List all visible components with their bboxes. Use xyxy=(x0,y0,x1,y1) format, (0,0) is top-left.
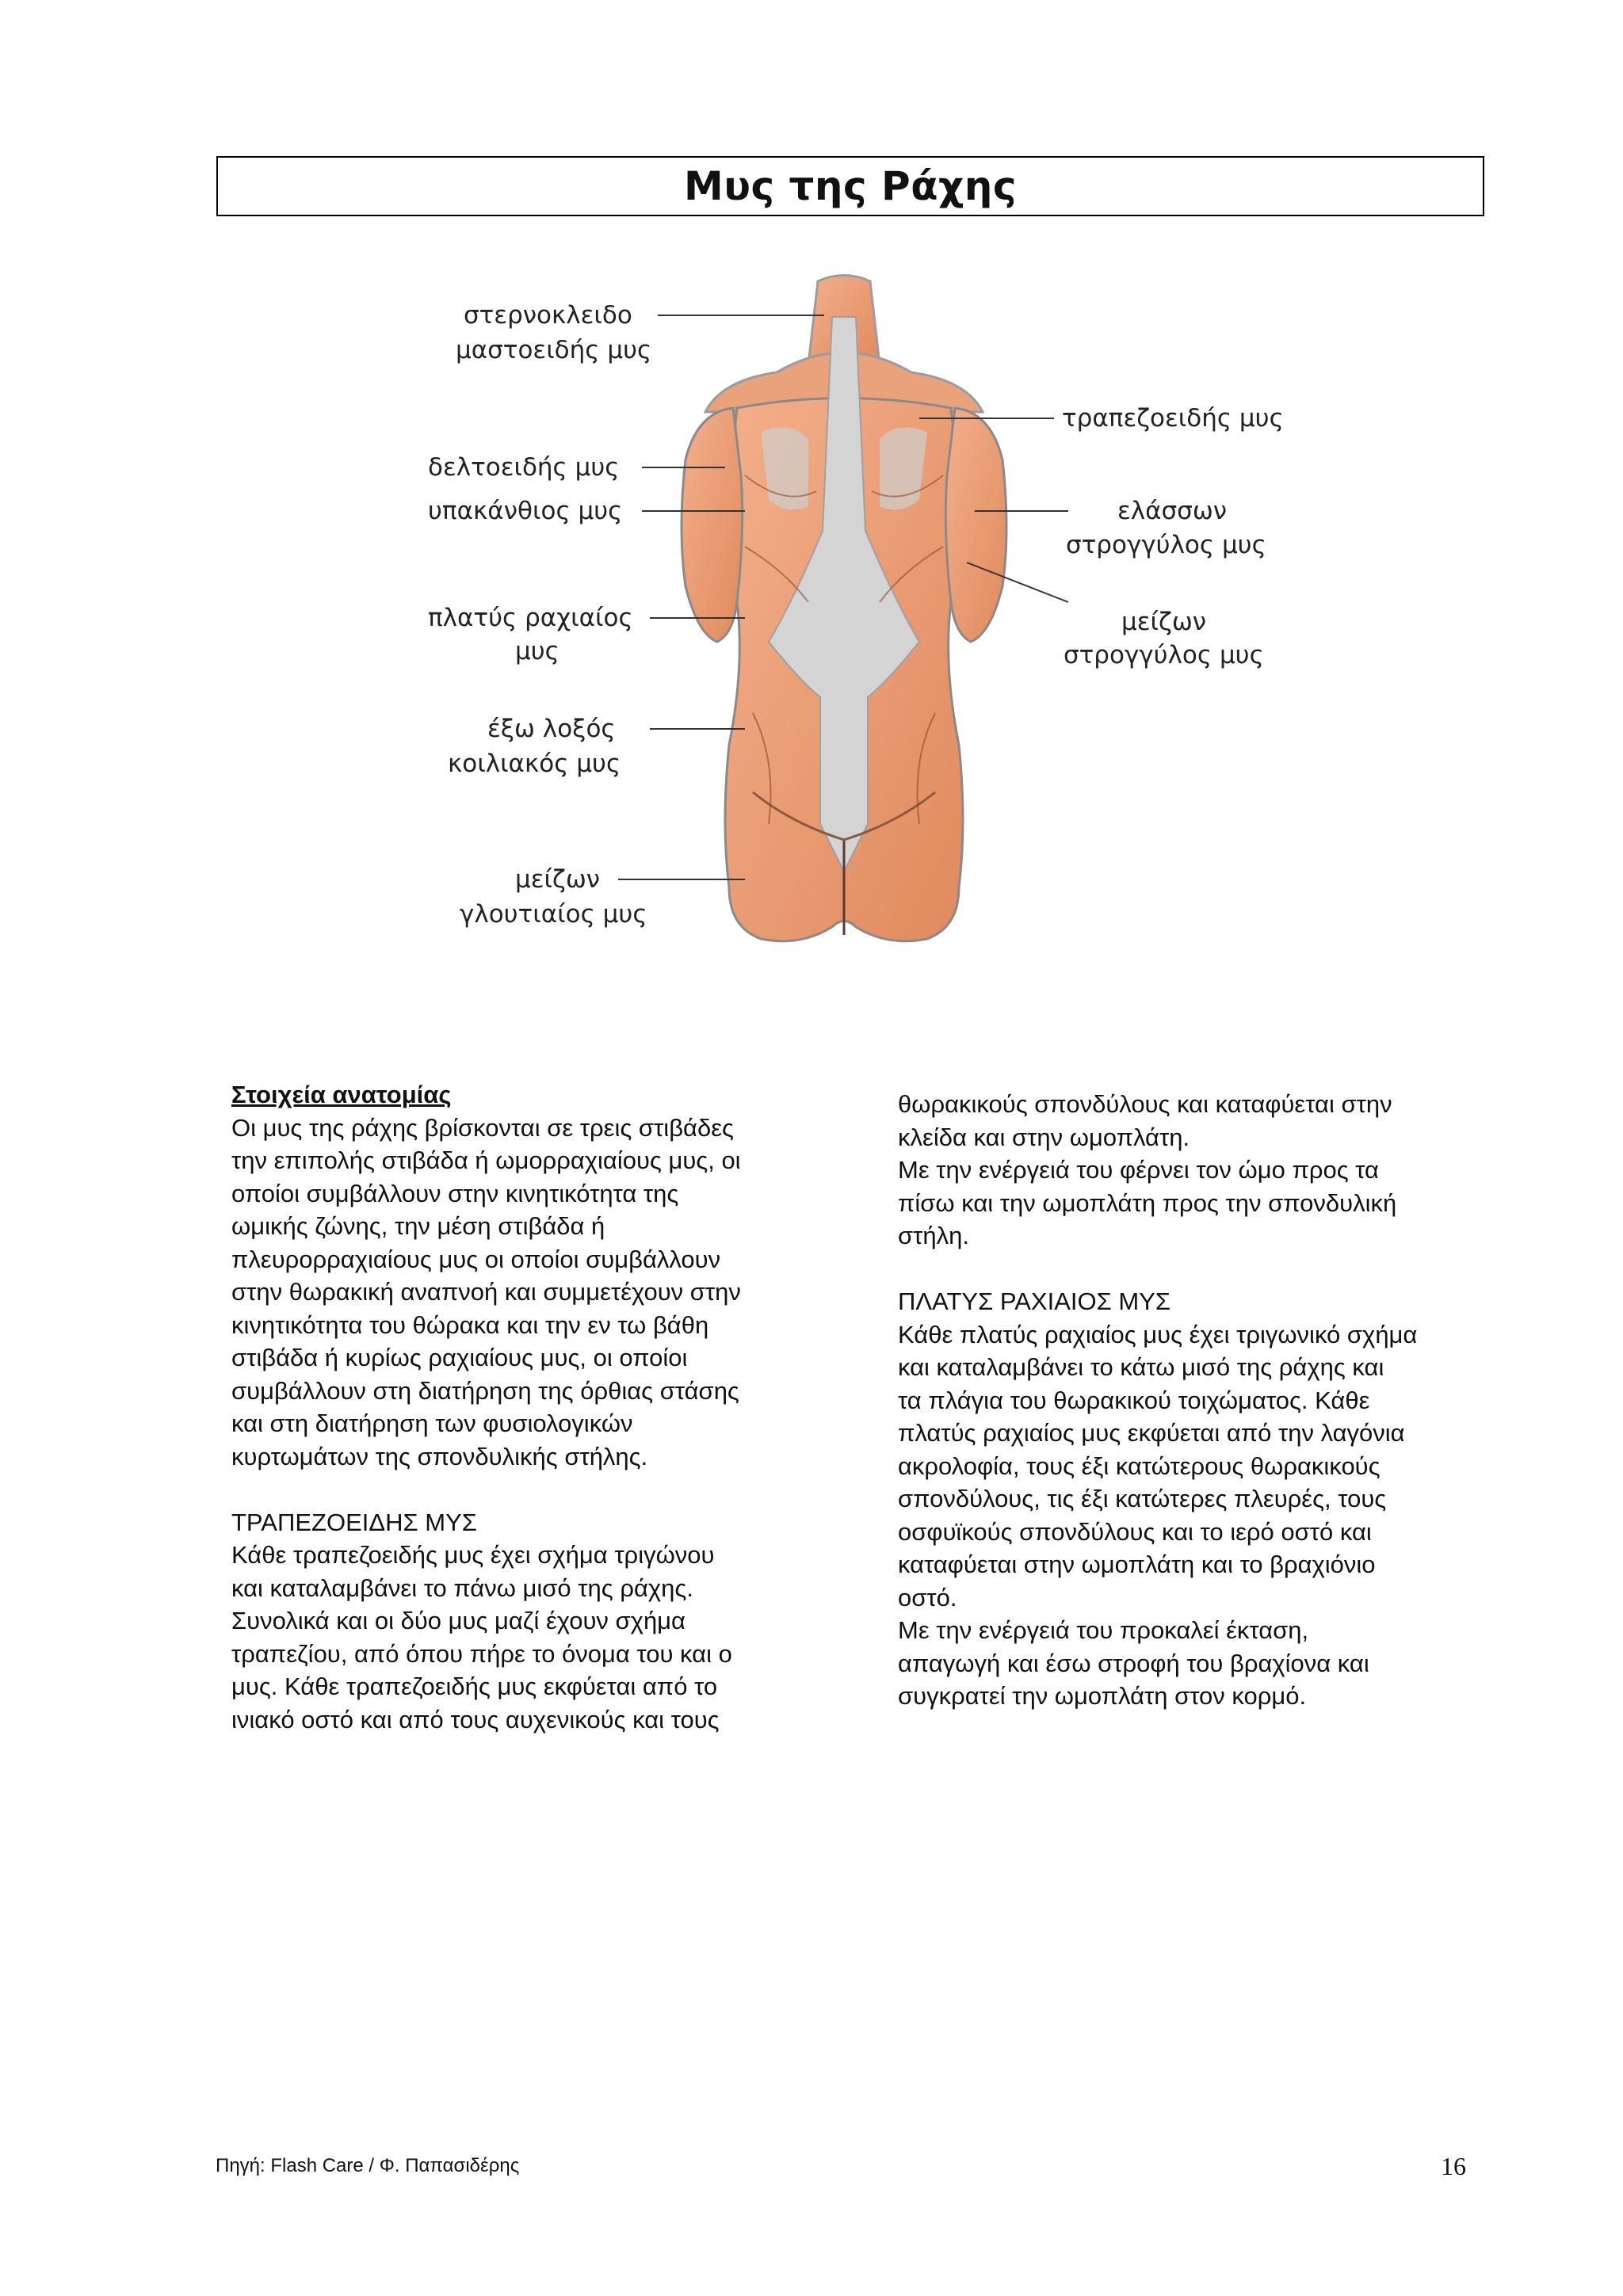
text-line: στήλη. xyxy=(898,1222,969,1249)
section-heading-latissimus: ΠΛΑΤΥΣ ΡΑΧΙΑΙΟΣ ΜΥΣ xyxy=(898,1287,1171,1315)
text-line: θωρακικούς σπονδύλους και καταφύεται στην xyxy=(898,1090,1392,1118)
text-line: Συνολικά και οι δύο μυς μαζί έχουν σχήμα xyxy=(231,1607,685,1634)
page-number: 16 xyxy=(1441,2152,1466,2180)
label-deltoid: δελτοειδής μυς xyxy=(428,453,620,482)
section-heading-anatomy: Στοιχεία ανατομίας xyxy=(231,1081,452,1108)
label-gluteus-1: μείζων xyxy=(515,865,601,894)
text-line: και στη διατήρηση των φυσιολογικών xyxy=(231,1409,633,1437)
text-line: Με την ενέργειά του φέρνει τον ώμο προς τα xyxy=(898,1156,1379,1184)
text-line: οστό. xyxy=(898,1583,957,1611)
label-infraspinatus: υπακάνθιος μυς xyxy=(428,497,623,525)
text-line: στην θωρακική αναπνοή και συμμετέχουν στην xyxy=(231,1278,741,1306)
text-line: οποίοι συμβάλλουν στην κινητικότητα της xyxy=(231,1179,679,1207)
text-line: και καταλαμβάνει το πάνω μισό της ράχης. xyxy=(231,1573,693,1602)
back-muscles-figure xyxy=(412,269,1316,982)
text-line: σπονδύλους, τις έξι κατώτερες πλευρές, τους xyxy=(898,1485,1387,1512)
label-sternocleido-2: μαστοειδής μυς xyxy=(456,336,652,364)
text-line: Με την ενέργειά του προκαλεί έκταση, xyxy=(898,1616,1309,1644)
footer-source: Πηγή: Flash Care / Φ. Παπασιδέρης xyxy=(216,2155,520,2176)
label-latissimus-1: πλατύς ραχιαίος xyxy=(428,604,633,632)
label-oblique-1: έξω λοξός xyxy=(487,715,616,743)
label-trapezius: τραπεζοειδής μυς xyxy=(1062,404,1284,433)
text-line: μυς. Κάθε τραπεζοειδής μυς εκφύεται από το xyxy=(231,1672,718,1700)
label-gluteus-2: γλουτιαίος μυς xyxy=(460,900,647,929)
back-muscles-diagram xyxy=(412,269,1316,982)
text-line: οσφυϊκούς σπονδύλους και το ιερό οστό και xyxy=(898,1517,1372,1546)
text-line: και καταλαμβάνει το κάτω μισό της ράχης και xyxy=(898,1353,1384,1381)
text-line: την επιπολής στιβάδα ή ωμορραχιαίους μυς, οι xyxy=(231,1146,741,1174)
text-line: ινιακό οστό και από τους αυχενικούς και τους xyxy=(231,1705,720,1733)
text-line: τα πλάγια του θωρακικού τοιχώματος. Κάθε xyxy=(898,1386,1370,1414)
text-line: ωμικής ζώνης, την μέση στιβάδα ή xyxy=(231,1212,605,1240)
text-line: πίσω και την ωμοπλάτη προς την σπονδυλική xyxy=(898,1188,1397,1217)
text-line: κυρτωμάτων της σπονδυλικής στήλης. xyxy=(231,1442,648,1470)
text-line: στιβάδα ή κυρίως ραχιαίους μυς, οι οποίοι xyxy=(231,1344,688,1371)
label-latissimus-2: μυς xyxy=(515,637,559,666)
text-line: τραπεζίου, από όπου πήρε το όνομα του και ο xyxy=(231,1639,732,1668)
text-line: απαγωγή και έσω στροφή του βραχίονα και xyxy=(898,1649,1369,1677)
label-oblique-2: κοιλιακός μυς xyxy=(448,749,621,778)
section-heading-trapezius: ΤΡΑΠΕΖΟΕΙΔΗΣ ΜΥΣ xyxy=(231,1508,477,1536)
text-line: κλείδα και στην ωμοπλάτη. xyxy=(898,1123,1190,1151)
label-sternocleido-1: στερνοκλειδο xyxy=(464,301,632,330)
right-column xyxy=(898,1088,1484,1713)
title-box xyxy=(216,156,1484,216)
label-teres-minor-1: ελάσσων xyxy=(1117,497,1228,525)
text-line: Κάθε πλατύς ραχιαίος μυς έχει τριγωνικό σχήμα xyxy=(898,1320,1418,1348)
text-line: ακρολοφία, τους έξι κατώτερους θωρακικούς xyxy=(898,1451,1381,1480)
text-line: καταφύεται στην ωμοπλάτη και το βραχιόνιο xyxy=(898,1550,1376,1578)
label-teres-minor-2: στρογγύλος μυς xyxy=(1066,531,1266,559)
text-line: πλατύς ραχιαίος μυς εκφύεται από την λαγόνια xyxy=(898,1419,1405,1447)
text-line: συμβάλλουν στη διατήρηση της όρθιας στάσης xyxy=(231,1376,739,1405)
back-anatomy-illustration xyxy=(682,276,1006,941)
text-line: πλευρορραχιαίους μυς οι οποίοι συμβάλλουν xyxy=(231,1245,721,1273)
left-column xyxy=(231,1078,818,1736)
label-teres-major-2: στρογγύλος μυς xyxy=(1064,641,1264,669)
text-line: Κάθε τραπεζοειδής μυς έχει σχήμα τριγώνου xyxy=(231,1541,715,1569)
label-teres-major-1: μείζων xyxy=(1121,608,1207,636)
page-title: Μυς της Ράχης xyxy=(683,163,1018,209)
text-line: Οι μυς της ράχης βρίσκονται σε τρεις στιβάδες xyxy=(231,1113,734,1142)
text-line: συγκρατεί την ωμοπλάτη στον κορμό. xyxy=(898,1682,1307,1710)
text-line: κινητικότητα του θώρακα και την εν τω βάθη xyxy=(231,1310,709,1339)
